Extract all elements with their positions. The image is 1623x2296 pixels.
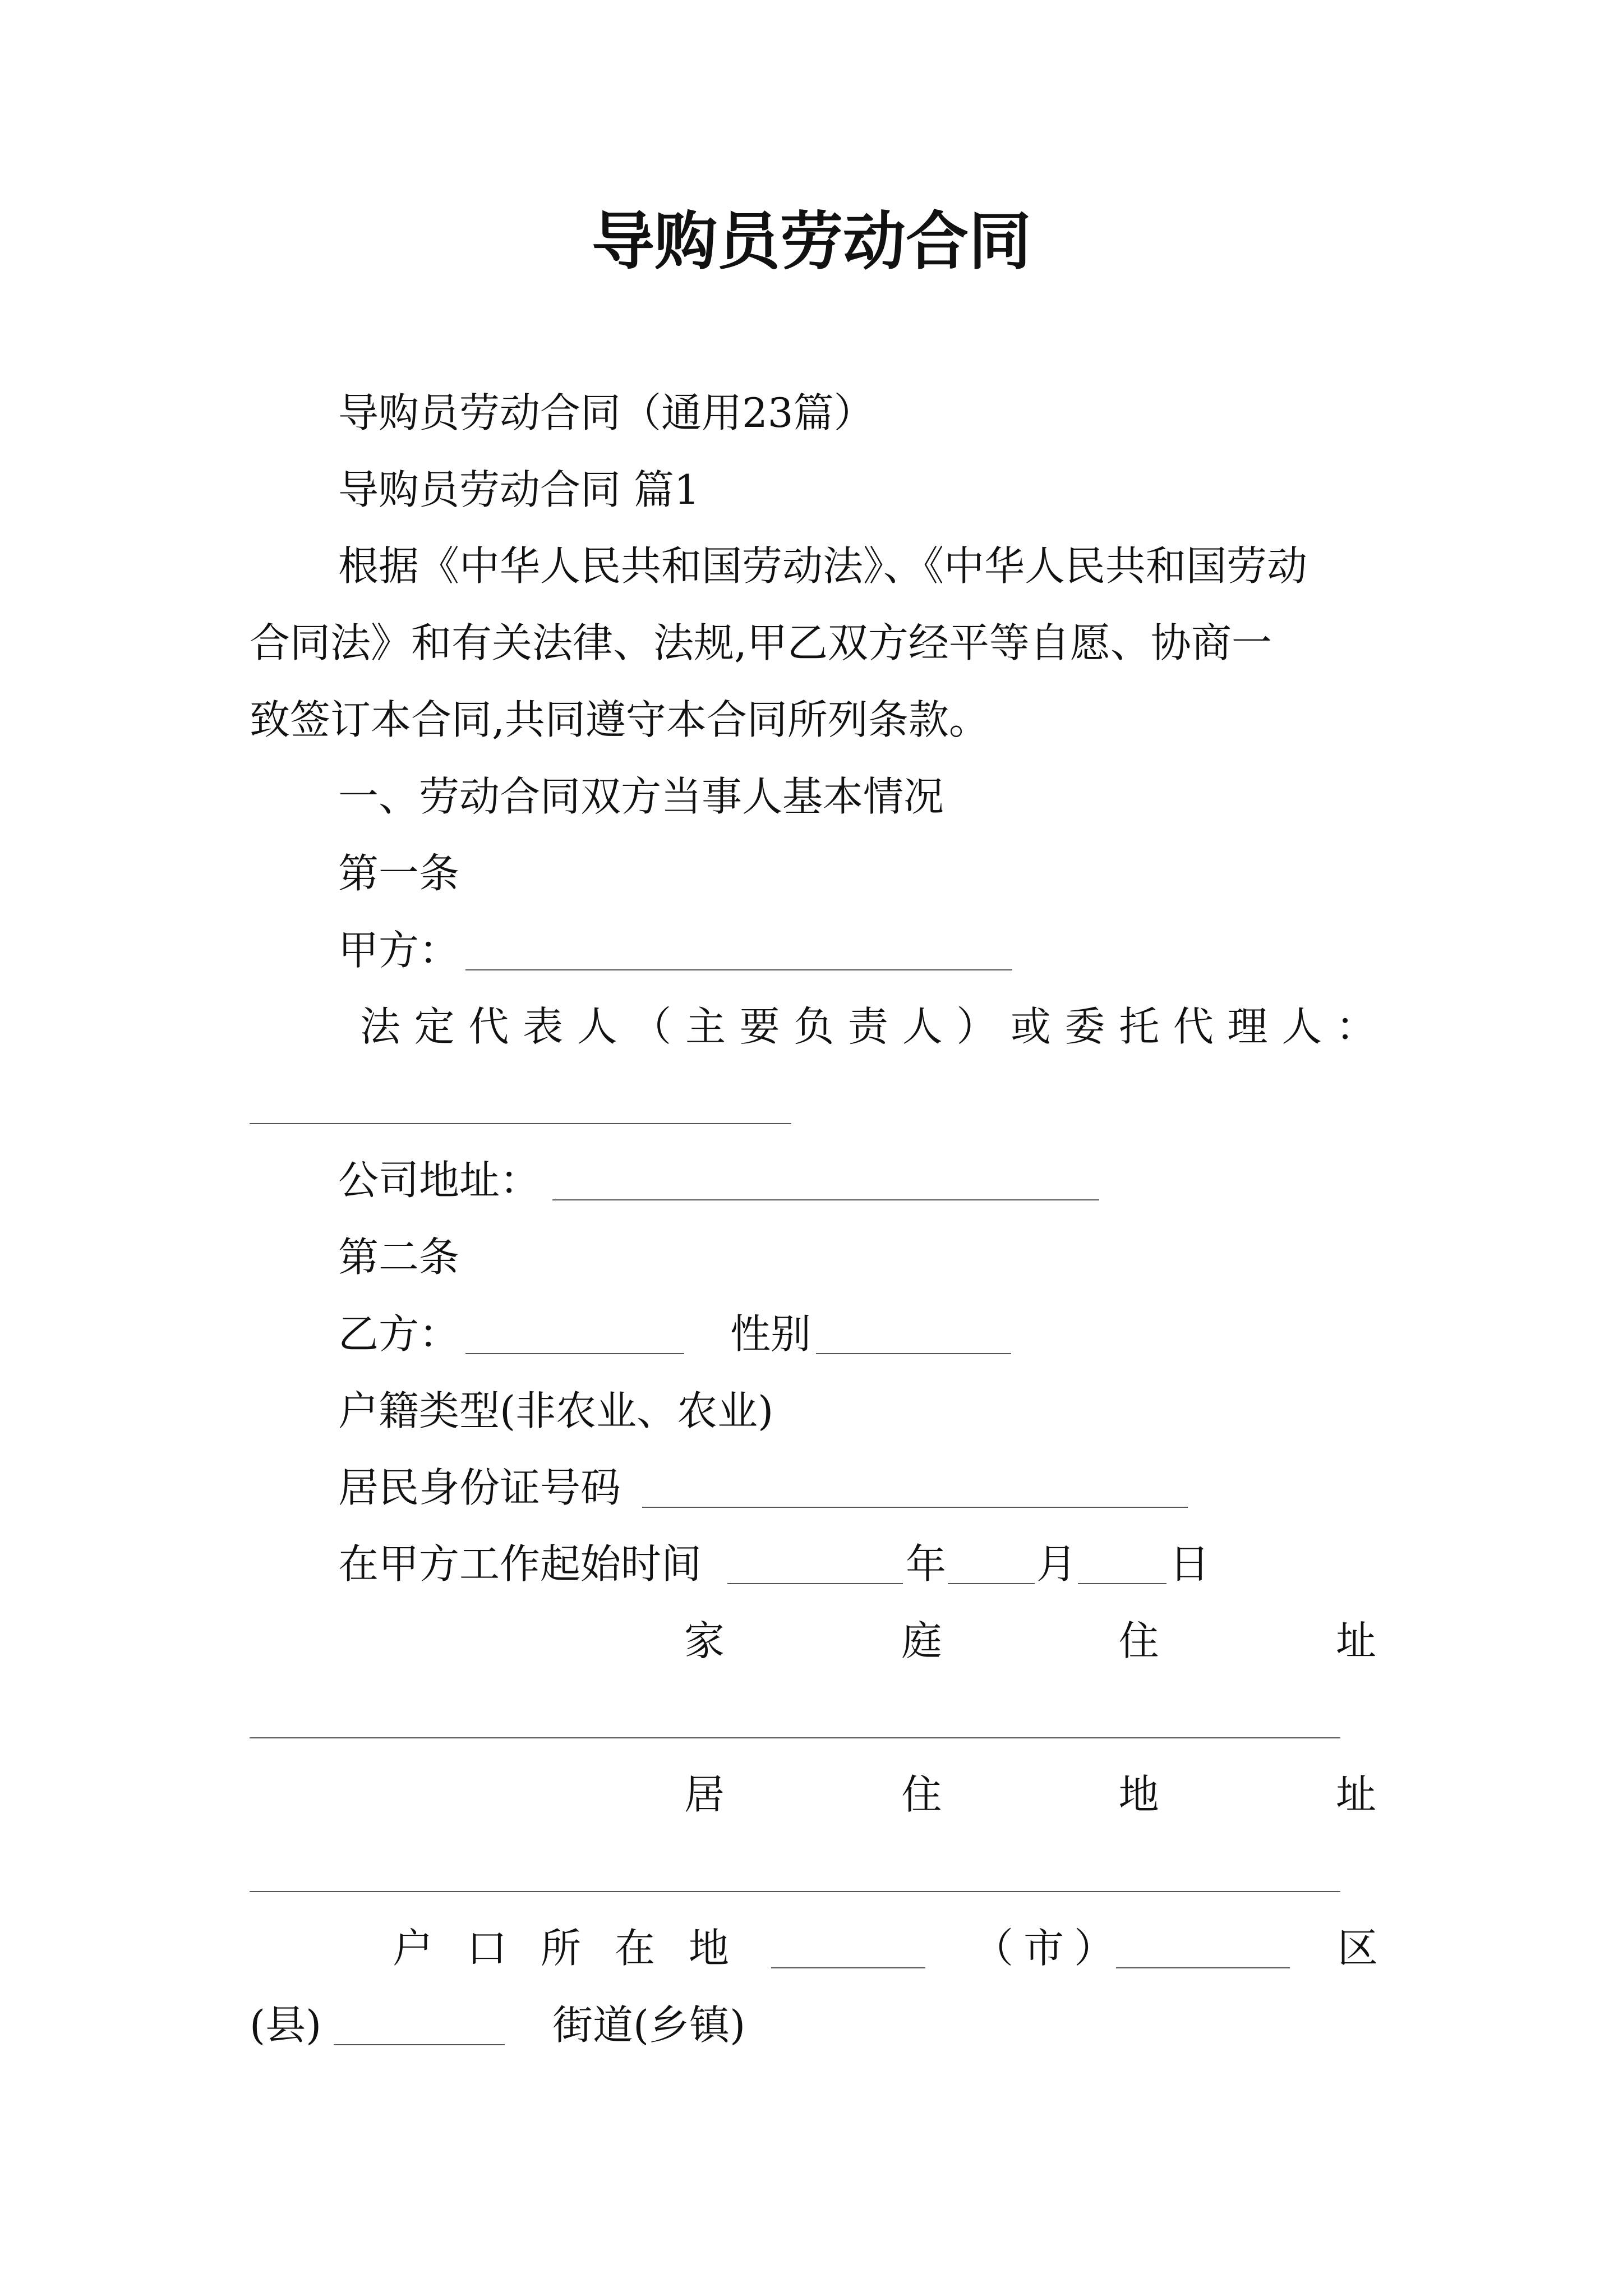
intro-line-2: 合同法》和有关法律、法规,甲乙双方经平等自愿、协商一 [250, 619, 1272, 666]
legal-rep-char: 主 [685, 1003, 726, 1050]
start-day-blank[interactable] [1078, 1583, 1166, 1584]
legal-rep-char: 代 [468, 1003, 509, 1050]
subtitle: 导购员劳动合同（通用23篇） [338, 389, 874, 436]
legal-rep-char: ： [1335, 1003, 1376, 1050]
legal-rep-char: 委 [1064, 1003, 1105, 1050]
city-blank[interactable] [771, 1967, 925, 1968]
registration-char: 地 [688, 1925, 729, 1972]
part-heading: 导购员劳动合同 篇1 [338, 466, 700, 513]
district-blank[interactable] [1116, 1967, 1290, 1968]
company-address-blank[interactable] [552, 1199, 1099, 1200]
start-month-blank[interactable] [948, 1583, 1035, 1584]
year-label: 年 [906, 1540, 947, 1588]
article-2-heading: 第二条 [338, 1234, 460, 1281]
registration-label [393, 1925, 729, 1972]
legal-rep-char: 人 [577, 1003, 617, 1050]
legal-rep-char: 代 [1173, 1003, 1214, 1050]
county-blank[interactable] [334, 2044, 505, 2045]
legal-rep-char: 定 [414, 1003, 455, 1050]
gender-label: 性别 [730, 1310, 811, 1358]
legal-rep-label [360, 1003, 1376, 1050]
residence-address-label [684, 1771, 1376, 1818]
day-label: 日 [1169, 1540, 1210, 1588]
legal-rep-char: 负 [794, 1003, 834, 1050]
city-char: （ [973, 1925, 1014, 1972]
registration-char: 户 [393, 1925, 434, 1972]
city-label [973, 1925, 1114, 1972]
party-a-label: 甲方： [338, 927, 460, 974]
registration-char: 口 [466, 1925, 507, 1972]
residence-address-blank[interactable] [250, 1891, 1340, 1892]
legal-rep-char: 表 [522, 1003, 563, 1050]
home-address-char: 家 [684, 1617, 725, 1664]
gender-blank[interactable] [816, 1353, 1011, 1354]
article-1-heading: 第一条 [338, 850, 460, 897]
legal-rep-char: （ [631, 1003, 672, 1050]
section-heading-1: 一、劳动合同双方当事人基本情况 [338, 773, 944, 820]
city-char: ） [1073, 1925, 1114, 1972]
legal-rep-char: ） [956, 1003, 997, 1050]
home-address-char: 住 [1118, 1617, 1159, 1664]
intro-line-1: 根据《中华人民共和国劳动法》、《中华人民共和国劳动 [338, 542, 1308, 590]
home-address-char: 庭 [901, 1617, 942, 1664]
home-address-label [684, 1617, 1376, 1664]
month-label: 月 [1036, 1540, 1077, 1588]
start-time-label: 在甲方工作起始时间 [338, 1540, 702, 1588]
id-number-blank[interactable] [642, 1507, 1188, 1508]
company-address-label: 公司地址： [338, 1157, 541, 1204]
household-type: 户籍类型(非农业、农业) [338, 1387, 774, 1434]
legal-rep-char: 要 [739, 1003, 780, 1050]
registration-char: 在 [614, 1925, 655, 1972]
district-label: 区 [1338, 1925, 1378, 1972]
residence-address-char: 住 [901, 1771, 942, 1818]
start-year-blank[interactable] [727, 1583, 903, 1584]
registration-char: 所 [540, 1925, 581, 1972]
street-label: 街道(乡镇) [552, 2001, 746, 2049]
legal-rep-char: 理 [1227, 1003, 1268, 1050]
legal-rep-char: 责 [847, 1003, 888, 1050]
home-address-char: 址 [1335, 1617, 1376, 1664]
legal-rep-char: 法 [360, 1003, 401, 1050]
legal-rep-char: 或 [1010, 1003, 1051, 1050]
legal-rep-char: 人 [1281, 1003, 1322, 1050]
party-b-blank[interactable] [465, 1353, 684, 1354]
legal-rep-blank[interactable] [250, 1123, 791, 1124]
legal-rep-char: 托 [1119, 1003, 1160, 1050]
city-char: 市 [1023, 1925, 1064, 1972]
document-title: 导购员劳动合同 [592, 205, 1031, 278]
intro-line-3: 致签订本合同,共同遵守本合同所列条款。 [250, 696, 989, 743]
legal-rep-char: 人 [902, 1003, 943, 1050]
residence-address-char: 居 [684, 1771, 725, 1818]
id-number-label: 居民身份证号码 [338, 1464, 621, 1511]
party-a-blank[interactable] [465, 969, 1012, 970]
residence-address-char: 址 [1335, 1771, 1376, 1818]
residence-address-char: 地 [1118, 1771, 1159, 1818]
home-address-blank[interactable] [250, 1737, 1340, 1738]
county-label: (县) [250, 2001, 322, 2049]
party-b-label: 乙方： [338, 1310, 460, 1358]
